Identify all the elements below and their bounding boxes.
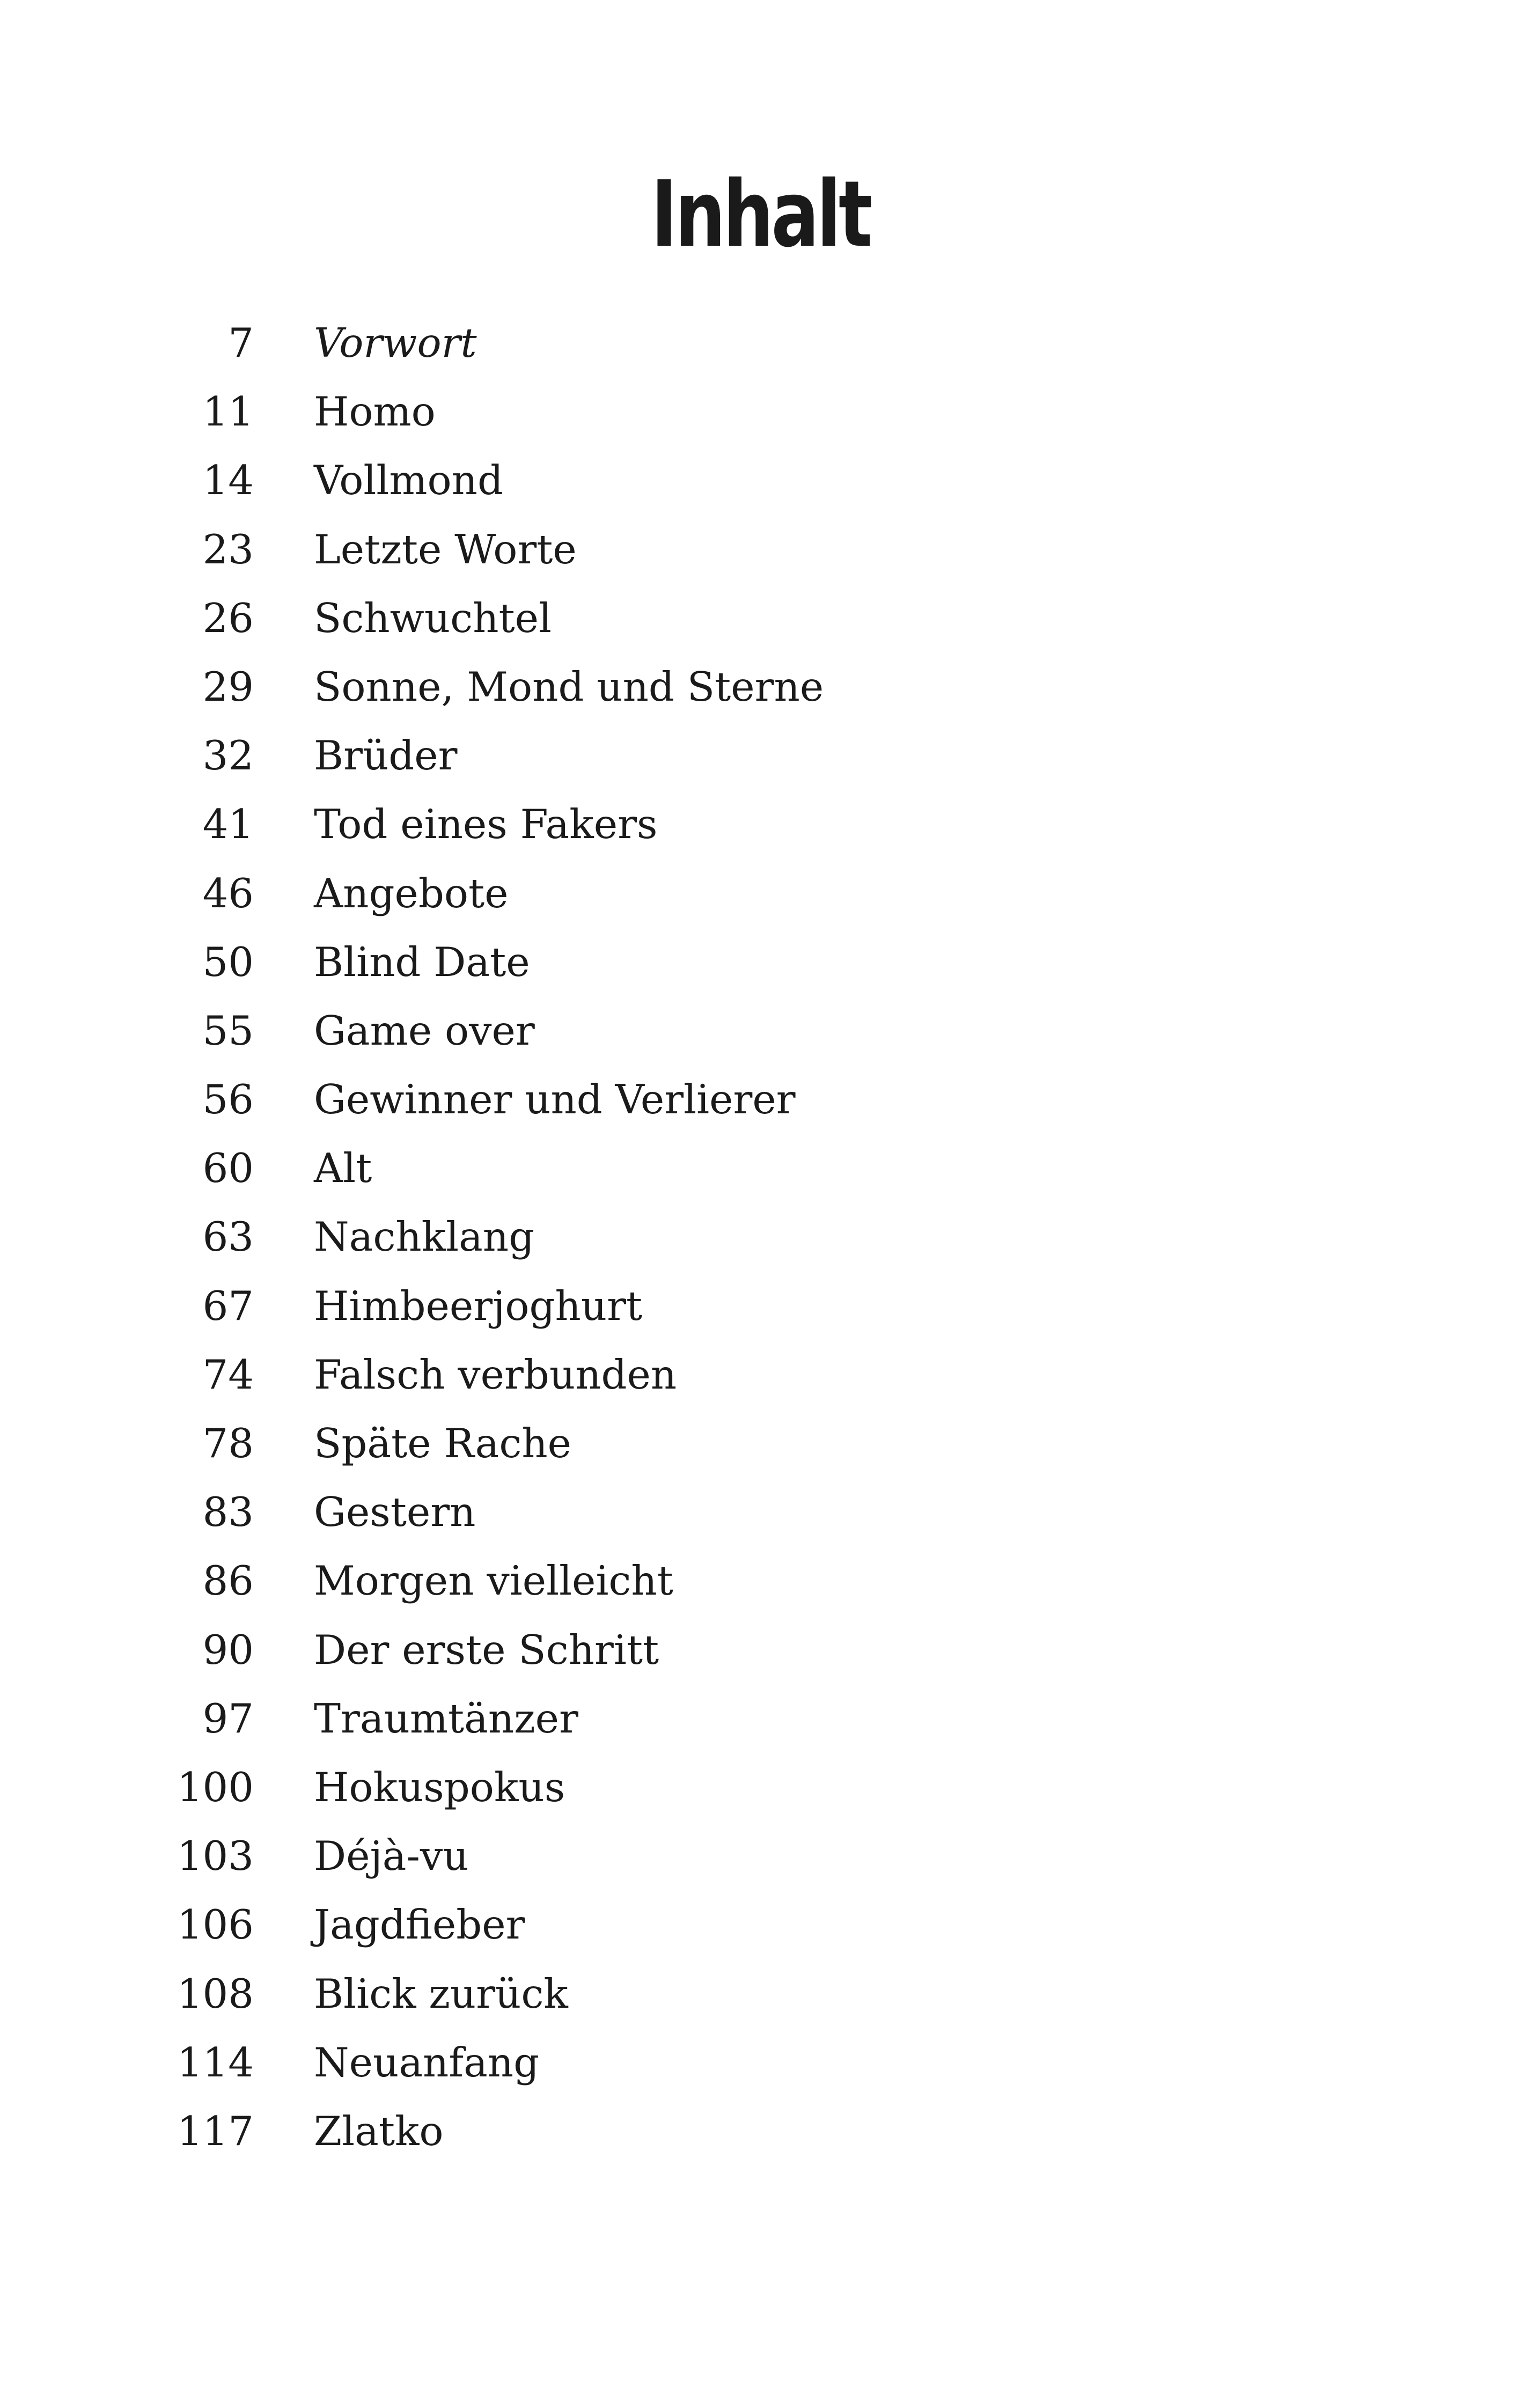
toc-entry	[0, 584, 1521, 652]
toc-entry	[0, 1890, 1521, 1959]
toc-entry	[0, 1822, 1521, 1890]
toc-chapter-title: Himbeerjoghurt	[314, 1282, 643, 1330]
toc-chapter-title: Falsch verbunden	[314, 1350, 677, 1398]
toc-chapter-title: Neuanfang	[314, 2038, 540, 2086]
toc-page-number: 11	[202, 388, 254, 436]
toc-chapter-title: Schwuchtel	[314, 594, 552, 642]
toc-entry	[0, 1065, 1521, 1134]
toc-chapter-title: Späte Rache	[314, 1420, 572, 1467]
toc-chapter-title: Vorwort	[314, 319, 477, 366]
toc-chapter-title: Tod eines Fakers	[314, 801, 658, 848]
toc-chapter-title: Blick zurück	[314, 1970, 568, 2017]
toc-page-number: 55	[202, 1007, 254, 1054]
table-of-contents	[0, 309, 1521, 2165]
toc-page-number: 114	[177, 2038, 254, 2086]
toc-entry	[0, 1272, 1521, 1340]
toc-page-number: 86	[202, 1557, 254, 1605]
toc-entry	[0, 1202, 1521, 1271]
toc-page-number: 60	[202, 1144, 254, 1192]
toc-page-number: 7	[228, 319, 254, 366]
toc-page-number: 50	[202, 938, 254, 986]
toc-chapter-title: Nachklang	[314, 1213, 535, 1261]
toc-chapter-title: Blind Date	[314, 938, 530, 986]
toc-entry	[0, 1753, 1521, 1822]
toc-chapter-title: Der erste Schritt	[314, 1626, 659, 1673]
toc-entry	[0, 1409, 1521, 1478]
toc-entry	[0, 652, 1521, 721]
toc-page-number: 90	[202, 1626, 254, 1673]
toc-page-number: 78	[202, 1420, 254, 1467]
toc-entry	[0, 790, 1521, 858]
toc-page-number: 14	[202, 457, 254, 504]
toc-entry	[0, 1134, 1521, 1202]
toc-page-number: 41	[202, 801, 254, 848]
toc-entry	[0, 515, 1521, 584]
toc-page-number: 97	[202, 1694, 254, 1742]
toc-chapter-title: Angebote	[314, 869, 509, 917]
toc-chapter-title: Brüder	[314, 732, 458, 780]
toc-page-number: 106	[177, 1901, 254, 1949]
toc-entry	[0, 721, 1521, 790]
toc-entry	[0, 928, 1521, 996]
toc-entry	[0, 377, 1521, 446]
toc-chapter-title: Homo	[314, 388, 436, 436]
toc-page-number: 63	[202, 1213, 254, 1261]
toc-chapter-title: Déjà-vu	[314, 1832, 469, 1880]
toc-chapter-title: Zlatko	[314, 2107, 444, 2155]
toc-page-number: 100	[177, 1763, 254, 1811]
toc-entry	[0, 1478, 1521, 1546]
page-title: Inhalt	[651, 161, 870, 268]
toc-page-number: 117	[177, 2107, 254, 2155]
toc-page-number: 56	[202, 1076, 254, 1124]
toc-chapter-title: Jagdfieber	[314, 1901, 525, 1949]
toc-entry	[0, 2097, 1521, 2165]
toc-page-number: 74	[202, 1350, 254, 1398]
toc-entry	[0, 1616, 1521, 1684]
toc-entry	[0, 1959, 1521, 2028]
toc-chapter-title: Morgen vielleicht	[314, 1557, 673, 1605]
toc-page-number: 23	[202, 525, 254, 573]
toc-page-number: 67	[202, 1282, 254, 1330]
toc-chapter-title: Sonne, Mond und Sterne	[314, 663, 824, 710]
toc-entry	[0, 1684, 1521, 1753]
toc-entry	[0, 2028, 1521, 2097]
toc-page-number: 83	[202, 1488, 254, 1536]
toc-page-number: 32	[202, 732, 254, 780]
toc-entry	[0, 859, 1521, 928]
toc-chapter-title: Letzte Worte	[314, 525, 577, 573]
toc-chapter-title: Alt	[314, 1144, 372, 1192]
toc-page-number: 108	[177, 1970, 254, 2017]
toc-chapter-title: Gestern	[314, 1488, 476, 1536]
toc-chapter-title: Game over	[314, 1007, 535, 1054]
toc-page-number: 46	[202, 869, 254, 917]
toc-entry	[0, 1340, 1521, 1409]
toc-chapter-title: Vollmond	[314, 457, 503, 504]
toc-entry	[0, 446, 1521, 515]
toc-chapter-title: Hokuspokus	[314, 1763, 565, 1811]
toc-entry	[0, 309, 1521, 377]
toc-entry	[0, 996, 1521, 1065]
toc-page-number: 29	[202, 663, 254, 710]
toc-chapter-title: Gewinner und Verlierer	[314, 1076, 796, 1124]
toc-entry	[0, 1546, 1521, 1615]
toc-chapter-title: Traumtänzer	[314, 1694, 578, 1742]
toc-page-number: 26	[202, 594, 254, 642]
toc-page-number: 103	[177, 1832, 254, 1880]
